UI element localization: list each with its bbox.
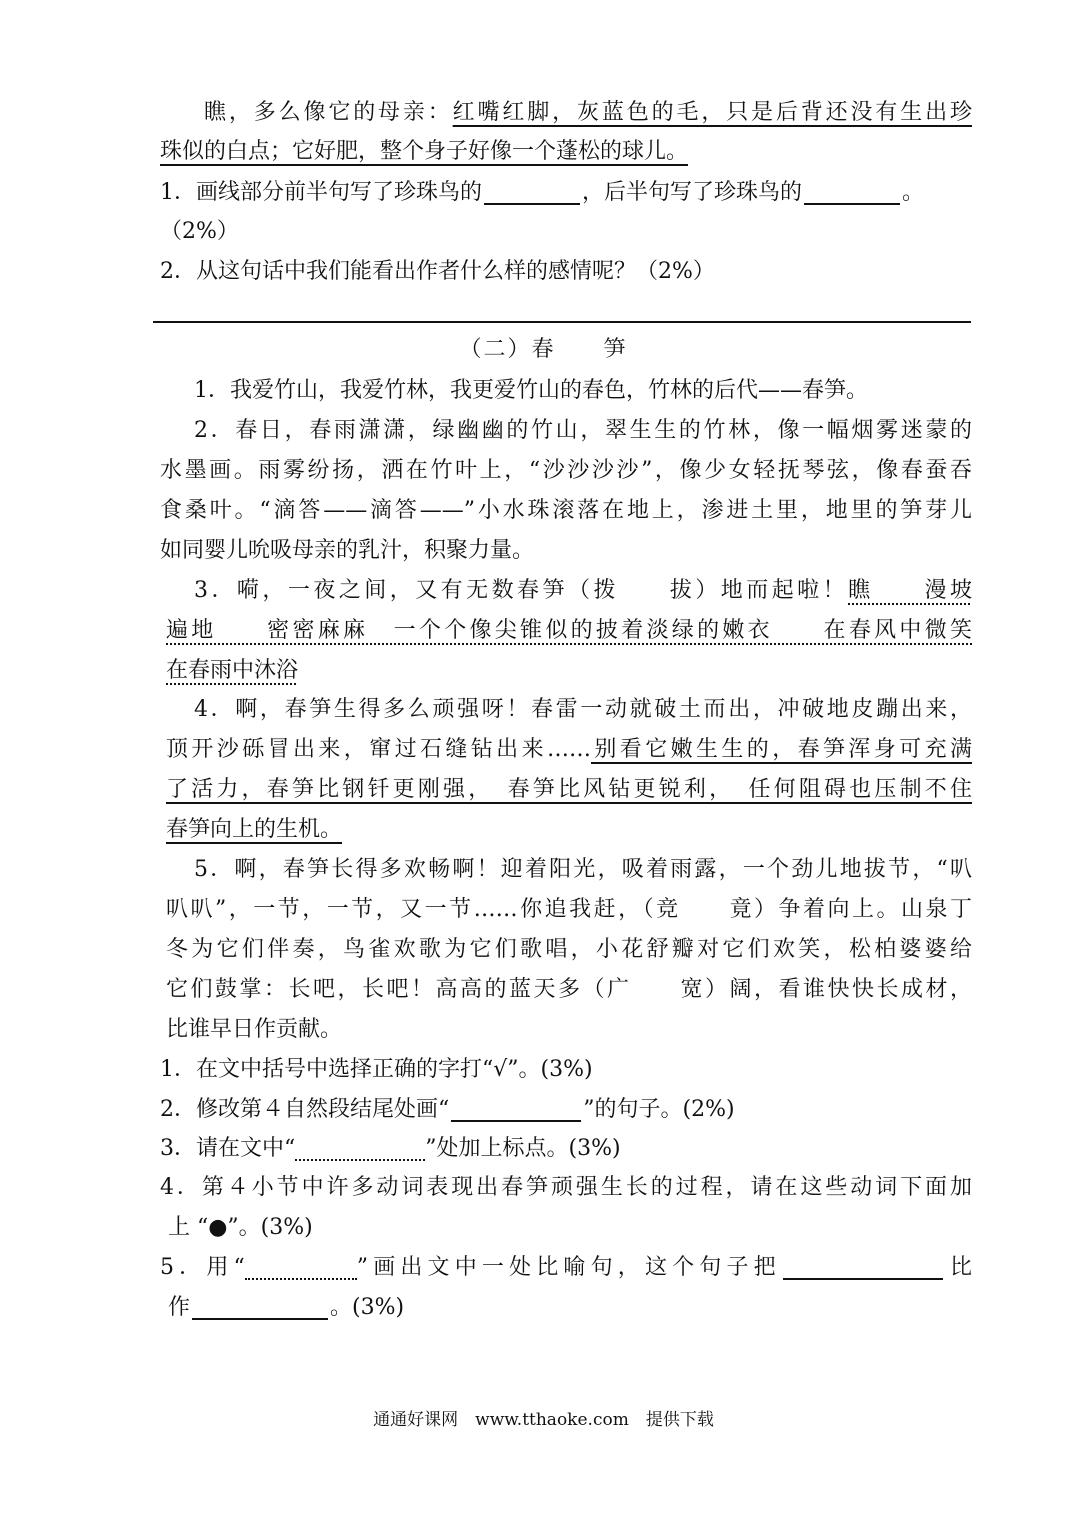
paragraph-5-line: 叭叭”，一节，一节，又一节……你追我赶，（竞 竟）争着向上。山泉丁 xyxy=(166,897,972,922)
question-text: 3．请在文中“ xyxy=(160,1136,296,1161)
paragraph-4-line: 4．啊，春笋生得多么顽强呀！春雷一动就破土而出，冲破地皮蹦出来， xyxy=(194,697,972,722)
paragraph-2-line: 如同婴儿吮吸母亲的乳汁，积聚力量。 xyxy=(160,538,535,563)
question-text: 5．用“ xyxy=(160,1255,245,1280)
page-footer: 通通好课网 www.tthaoke.com 提供下载 xyxy=(373,1410,714,1430)
paragraph-2-line: 食桑叶。“滴答——滴答——”小水珠滚落在地上，渗进土里，地里的笋芽儿 xyxy=(160,498,972,523)
paragraph-2-line: 水墨画。雨雾纷扬，洒在竹叶上，“沙沙沙沙”，像少女轻抚琴弦，像春蚕吞 xyxy=(160,458,972,483)
passage-line xyxy=(160,132,972,172)
answer-blank[interactable] xyxy=(783,1252,943,1280)
question-5-line xyxy=(168,1288,980,1328)
paragraph-5-line: 冬为它们伴奏，鸟雀欢歌为它们歌唱，小花舒瓣对它们欢笑，松柏婆婆给 xyxy=(166,937,972,962)
underlined-sentence: 红嘴红脚，灰蓝色的毛，只是后背还没有生出珍 xyxy=(452,100,972,125)
paragraph-5-line: 比谁早日作贡献。 xyxy=(166,1017,343,1042)
question-4-line: 上 “●”。(3%) xyxy=(168,1215,313,1240)
question-1-score: （2%） xyxy=(160,219,239,244)
separator-line xyxy=(153,321,971,323)
paragraph-2-line: 2．春日，春雨潇潇，绿幽幽的竹山，翠生生的竹林，像一幅烟雾迷蒙的 xyxy=(194,418,972,443)
answer-blank[interactable] xyxy=(484,177,580,205)
question-text: 作 xyxy=(168,1295,191,1320)
answer-blank[interactable] xyxy=(192,1292,328,1320)
section-title: （二）春 笋 xyxy=(459,337,628,362)
underline-sample xyxy=(451,1094,581,1122)
dotted-underline-sample xyxy=(295,1133,425,1161)
question-text: ，后半句写了珍珠鸟的 xyxy=(582,180,803,205)
paragraph-4-line: 春笋向上的生机。 xyxy=(166,817,343,842)
question-5-line xyxy=(160,1248,972,1288)
question-4-line: 4．第４小节中许多动词表现出春笋顽强生长的过程，请在这些动词下面加 xyxy=(160,1175,972,1200)
answer-blank[interactable] xyxy=(804,177,900,205)
paragraph-1: 1．我爱竹山，我爱竹林，我更爱竹山的春色，竹林的后代——春笋。 xyxy=(194,378,868,403)
paragraph-text: 顶开沙砾冒出来，窜过石缝钻出来…… xyxy=(166,737,591,762)
paragraph-3-line xyxy=(194,571,972,611)
paragraph-4-line: 了活力，春笋比钢钎更刚强， 春笋比风钻更锐利， 任何阻碍也压制不住 xyxy=(166,777,972,802)
paragraph-3-line: 在春雨中沐浴 xyxy=(166,658,299,683)
question-text: ”的句子。(2%) xyxy=(583,1097,735,1122)
wavy-underline-sample xyxy=(245,1252,357,1280)
question-3 xyxy=(160,1129,972,1169)
question-2: 2．从这句话中我们能看出作者什么样的感情呢？（2%） xyxy=(160,259,715,284)
question-text: 2．修改第４自然段结尾处画“ xyxy=(160,1097,450,1122)
underlined-sentence: 别看它嫩生生的，春笋浑身可充满 xyxy=(591,737,972,762)
question-text: 1．画线部分前半句写了珍珠鸟的 xyxy=(160,180,482,205)
question-text: ”处加上标点。(3%) xyxy=(425,1136,621,1161)
question-1 xyxy=(160,173,972,213)
question-text: 。 xyxy=(902,180,925,205)
question-text: 。(3%) xyxy=(330,1295,405,1320)
question-1: 1．在文中括号中选择正确的字打“√”。(3%) xyxy=(160,1057,593,1082)
question-2 xyxy=(160,1090,972,1130)
paragraph-4-line xyxy=(166,730,972,770)
paragraph-3-line: 遍地 密密麻麻 一个个像尖锥似的披着淡绿的嫩衣 在春风中微笑 xyxy=(166,618,972,643)
passage-line xyxy=(160,93,972,133)
underlined-sentence: 珠似的白点；它好肥，整个身子好像一个蓬松的球儿。 xyxy=(160,139,689,164)
passage-text: 瞧，多么像它的母亲： xyxy=(204,100,453,125)
paragraph-text: 3．嗬，一夜之间，又有无数春笋（拨 拔）地而起啦！ xyxy=(194,578,849,603)
punctuation-gap-text: 瞧 漫坡 xyxy=(848,578,972,603)
question-text: ”画出文中一处比喻句，这个句子把 xyxy=(356,1255,781,1280)
paragraph-5-line: 它们鼓掌：长吧，长吧！高高的蓝天多（广 宽）阔，看谁快快长成材， xyxy=(166,977,972,1002)
question-text: 比 xyxy=(944,1255,973,1280)
paragraph-5-line: 5．啊，春笋长得多欢畅啊！迎着阳光，吸着雨露，一个劲儿地拔节，“叭 xyxy=(194,857,972,882)
